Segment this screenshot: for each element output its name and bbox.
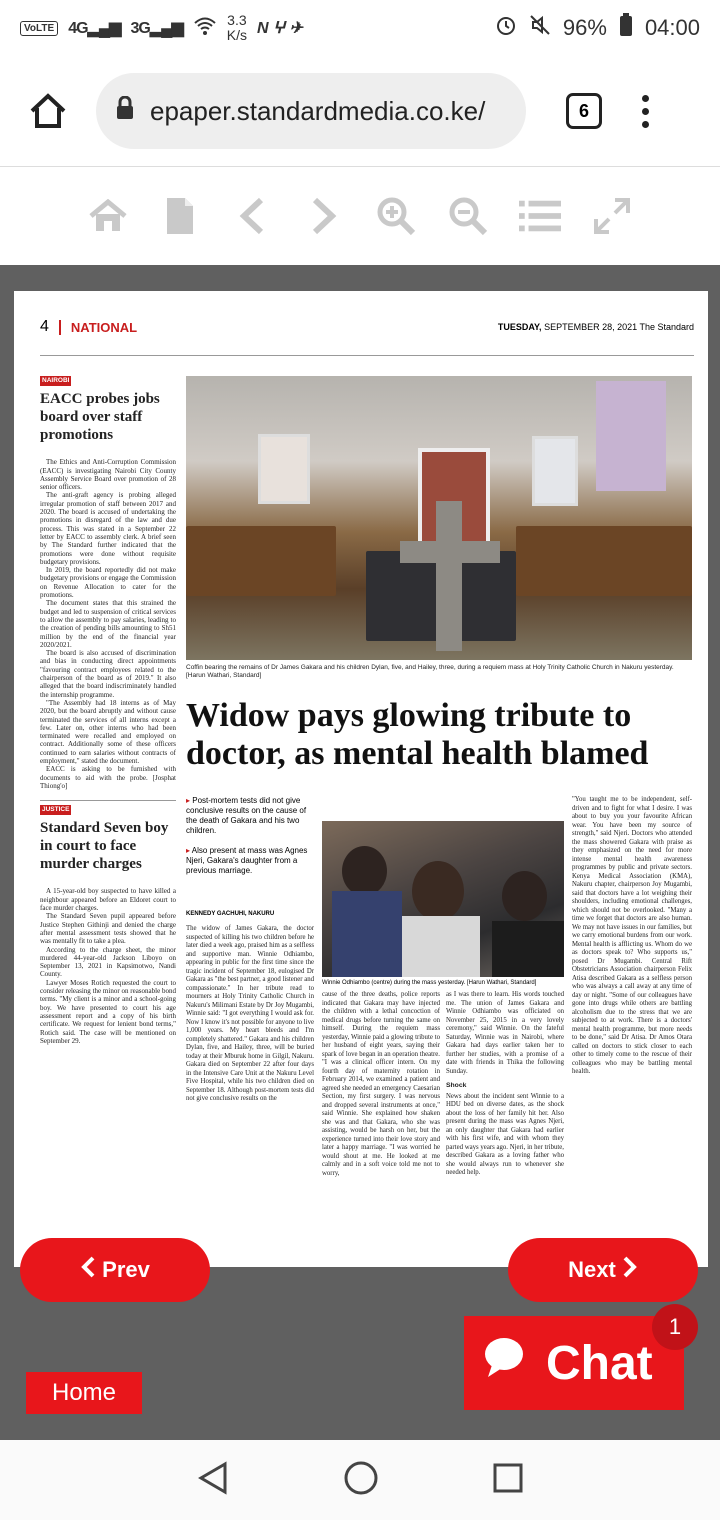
chat-bubble-icon — [482, 1335, 526, 1391]
volte-badge: VoLTE — [20, 21, 58, 36]
coffins-photo — [186, 376, 692, 660]
left-column — [40, 376, 176, 1267]
browser-address-bar — [0, 56, 720, 166]
chat-button[interactable] — [464, 1316, 684, 1410]
viewer-toolbar — [0, 167, 720, 265]
lock-icon — [116, 96, 134, 127]
alarm-icon — [495, 14, 517, 42]
back-icon[interactable] — [197, 1461, 229, 1500]
article-column-1: The widow of James Gakara, the doctor suspected of killing his two children before he later died a week ago, praised him as a selfless and supportive man. Winnie Odhiambo, appearing in public for the first time since the tragic incident of September 18, eulogised Dr Gakara as "the best partner, a good listener and compassionate." In her tribute read to mourners at Holy Trinity Catholic Church in Nakuru's Milimani Estate by Dr Joy Mugambi, Winnie said: "I got everything I would ask for. Now I know it's not possible for anyone to live 1,000 years. My heart bleeds and I'm completely shattered." Gakara and his children Dylan, five, and Hailey, three, will be buried today at their Mburuk home in Gilgil, Nakuru. Gakara died on September 22 after four days in the Intensive Care Unit at the Nakuru Level Five Hospital, while his two children died on September 18. Although post-mortem tests did not give conclusive results on the — [186, 925, 315, 1102]
chevron-left-icon — [80, 1256, 96, 1284]
recents-icon[interactable] — [493, 1463, 523, 1498]
article-column-4: "You taught me to be independent, self-driven and to fight for what I desire. I was about to buy you your favourite African wear. You have been my source of strength," said Njeri. Doctors who attended the mass showered Gakara with praise as they emphasized on the need for more intense mental health awareness programmes by public and private sectors. Kenya Medical Association (KMA), Nakuru chapter, chairperson Joy Mugambi, said that doctors have a lot weighing their shoulders, including emotional challenges, which should not be overlooked. "Many a time we forget that doctors are also human. We may not have issues in our families, but we carry emotional burdens from our work. Mental health is afflicting us. Whom do we as doctors speak to? Who supports us," posed Dr Mugambi. Central Rift Obstetricians Association chairperson Felix Atisa described Gakara as a selfless person who was always a call away at any time of day or night. "Some of our colleagues have gone into drugs while others are battling alcoholism due to the stress that we are subjected to at work. There is a doctors' mental health programme, but more needs to be done," said Dr Atisa. Dr Amos Otara called on doctors to stick closer to each other to timely come to the rescue of their colleagues who may be battling mental health. — [572, 796, 692, 1075]
chat-label: Chat — [546, 1336, 653, 1390]
publication-date: TUESDAY, SEPTEMBER 28, 2021 The Standard — [497, 322, 694, 332]
signal-3g-icon: 3G▂▄▆ — [130, 20, 183, 37]
home-circle-icon[interactable] — [343, 1460, 379, 1501]
system-navigation-bar — [0, 1440, 720, 1520]
clock: 04:00 — [644, 15, 700, 40]
section-name: NATIONAL — [59, 320, 137, 335]
mute-icon — [529, 14, 551, 42]
story-body: A 15-year-old boy suspected to have killed a neighbour appeared before an Eldoret court to face murder charges. The Standard Seven pupil appeared before Justice Stephen Githinji and denied the charge after mental assessment tests showed that he was mentally fit to take a plea. According to the charge sheet, the minor murdered 44-year-old Jackson Liboyo on September 13, 2021 in Kapsimotwo, Nandi County. Lawyer Moses Rotich requested the court to consider releasing the minor on reasonable bond terms. "My client is a minor and a school-going boy. We have presented to court his age assessment report and a copy of his birth certificate. We request for lenient bond terms," Rotich said. The case will be mentioned on September 29. — [40, 887, 176, 1045]
chevron-right-icon — [622, 1256, 638, 1284]
battery-level: 96% — [562, 15, 607, 40]
page-header — [40, 317, 694, 337]
chat-unread-badge: 1 — [652, 1304, 698, 1350]
wifi-icon — [193, 16, 217, 41]
article-column-2: cause of the three deaths, police reports indicated that Gakara may have injected the children with a lethal concoction of medical drugs before turning the same on himself. During the requiem mass yesterday, Winnie paid a glowing tribute to her husband of eight years, saying their spark of love began in an operation theatre. "I was a clinical officer intern. On my fourth day of maternity rotation in February 2014, we examined a patient and agreed she needed an emergency Caesarian Section, my first surgery. I was nervous and dropped several instruments at once," said Winnie. She explained how shaken she was and that Gakara, who she was assisting, would be harsh on her, but the experience turned into their love story and later a happy marriage. "I was worried he would shout at me. He looked at me calmly and in a soft voice told me not to worry, — [322, 991, 440, 1177]
page-icon[interactable] — [159, 195, 201, 237]
article-column-3: as I was there to learn. His words touched me. The union of James Gakara and Winnie Odhiambo was officiated on November 25, 2015 in a very lovely ceremony," said Winnie. On the fateful Saturday, Winnie was in Nairobi, where Gakara had days earlier taken her to further her studies, with a promise of a date with friends in Thika the following Sunday. Shock News about the incident sent Winnie to a HDU bed on diverse dates, as the shock about the loss of her family hit her. Also present during the mass was Agnes Njeri, an only daughter that Gakara had earlier with his first wife, and with whom they parted ways years ago. Njeri, in her tribute, described Gakara as a loving father who she would always run to whenever she needed help. — [446, 991, 564, 1176]
story-highlights: ▸ Post-mortem tests did not give conclusive results on the cause of the death of Gakara and his two children. ▸ Also present at mass was Agnes Njeri, Gakara's daughter from a previous marriage. — [186, 796, 314, 886]
network-speed: 3.3 K/s — [226, 12, 248, 43]
header-rule — [40, 355, 694, 356]
notification-icons: N ⵖ ✈ — [257, 20, 303, 37]
story-tag: NAIROBI — [40, 376, 71, 386]
story-tag: JUSTICE — [40, 805, 71, 815]
byline: KENNEDY GACHUHI, NAKURU — [186, 911, 275, 917]
zoom-in-icon[interactable] — [375, 195, 417, 237]
battery-icon — [619, 13, 633, 43]
fullscreen-icon[interactable] — [591, 195, 633, 237]
tab-switcher-button[interactable]: 6 — [566, 93, 602, 129]
prev-label: Prev — [102, 1257, 150, 1282]
home-button[interactable]: Home — [26, 1372, 142, 1414]
browser-menu-icon[interactable] — [642, 95, 649, 128]
newspaper-page[interactable] — [14, 291, 708, 1267]
prev-button[interactable] — [20, 1238, 210, 1302]
chevron-left-icon[interactable] — [231, 195, 273, 237]
story-headline: EACC probes jobs board over staff promotions — [40, 391, 160, 444]
mourners-photo — [322, 821, 564, 977]
browser-home-icon[interactable] — [16, 79, 80, 143]
url-field[interactable] — [96, 73, 526, 149]
story-body: The Ethics and Anti-Corruption Commission (EACC) is investigating Nairobi City County Assembly Service Board over promotion of 28 senior officers. The anti-graft agency is probing alleged irregular promotion of staff between 2017 and 2020. The board is accused of undertaking the promotions in disregard of the law and due process. This was stated in a September 22 letter by EACC to assembly clerk. A brief seen by The Standard further indicated that the promotions were done without requisite budgetary provisions. In 2019, the board reportedly did not make budgetary provisions or engage the Commission on Revenue Allocation to cater for the promotions. The document states that this strained the budget and led to suspension of critical services to allow the assembly to pay salaries, leading to the creation of pending bills amounting to Sh51 million by the end of the financial year 2020/2021. The board is also accused of discrimination and bias in conducting direct appointments "favouring contract employees related to the chairperson of the board as of 2019." It also alleged that the board indiscriminately handled the internship programme. "The Assembly had 18 interns as of May 2020, but the board abruptly and without cause terminated the services of all interns except a few. Later on, other interns who had been terminated were recalled and employed on contract. Additionally some of these officers continued to earn salaries without contracts of employment," stated the document. EACC is asking to be furnished with documents to aid with the probe. [Josphat Thiong'o] — [40, 458, 176, 790]
signal-4g-icon: 4G▂▄▆ — [68, 20, 121, 37]
next-label: Next — [568, 1257, 616, 1282]
next-button[interactable] — [508, 1238, 698, 1302]
page-number: 4 — [40, 318, 49, 335]
main-headline: Widow pays glowing tribute to doctor, as mental health blamed — [186, 697, 649, 772]
chevron-right-icon[interactable] — [303, 195, 345, 237]
zoom-out-icon[interactable] — [447, 195, 489, 237]
photo-caption: Winnie Odhiambo (centre) during the mass yesterday. [Harun Wathari, Standard] — [322, 980, 537, 986]
url-text: epaper.standardmedia.co.ke/ — [150, 95, 486, 126]
photo-caption: Coffin bearing the remains of Dr James Gakara and his children Dylan, five, and Hailey, three, during a requiem mass at Holy Trinity Catholic Church in Nakuru yesterday. [Harun Wathari, Standard] — [186, 664, 674, 679]
list-icon[interactable] — [519, 195, 561, 237]
status-bar — [0, 0, 720, 56]
story-headline: Standard Seven boy in court to face murder charges — [40, 820, 169, 873]
home-icon[interactable] — [87, 195, 129, 237]
